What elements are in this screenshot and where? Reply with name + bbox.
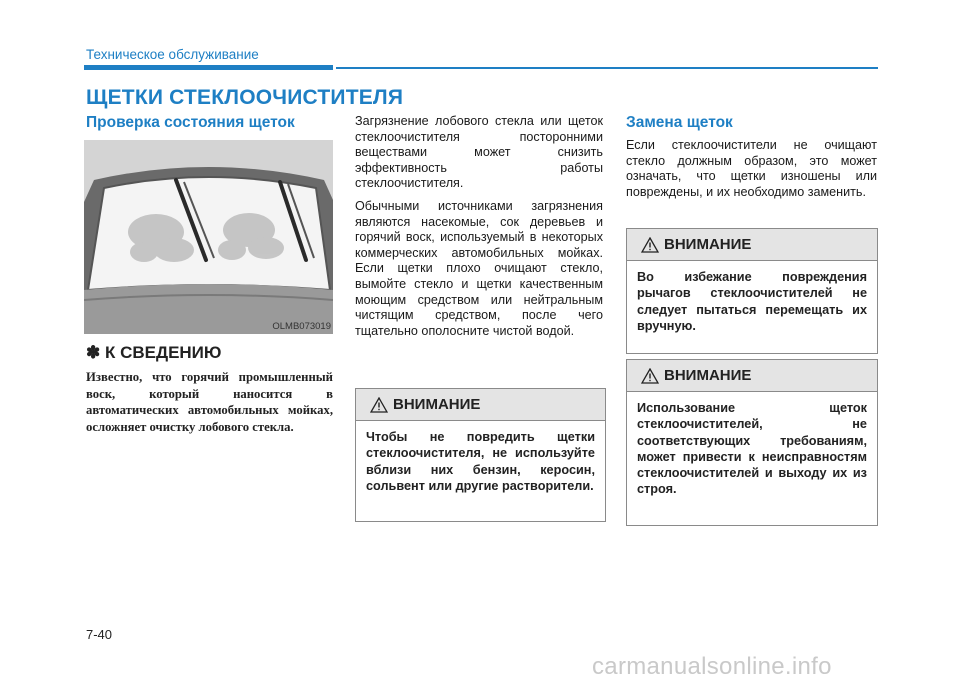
section-title: ЩЕТКИ СТЕКЛООЧИСТИТЕЛЯ bbox=[86, 86, 404, 109]
warning-box bbox=[626, 228, 878, 354]
header-rule bbox=[336, 67, 878, 69]
warning-triangle-icon bbox=[641, 368, 659, 384]
warning-box bbox=[355, 388, 606, 522]
warning-box bbox=[626, 359, 878, 526]
warning-header bbox=[627, 229, 877, 261]
warning-triangle-icon bbox=[641, 237, 659, 253]
note-title: ✽ К СВЕДЕНИЮ bbox=[86, 343, 222, 362]
note-text: Известно, что горячий промышленный воск, который наносится в автоматических автомобильных мойках, осложняет очистку лобового стекла. bbox=[86, 370, 333, 434]
header-bar bbox=[84, 65, 333, 70]
warning-label: ВНИМАНИЕ bbox=[393, 396, 481, 413]
figure-code: OLMB073019 bbox=[272, 321, 331, 332]
warning-header bbox=[356, 389, 605, 421]
warning-text: Во избежание повреждения рычагов стеклоочистителей не следует пытаться перемещать их вручную. bbox=[637, 270, 867, 333]
right-body bbox=[626, 138, 877, 207]
watermark: carmanualsonline.info bbox=[592, 653, 832, 680]
warning-text: Чтобы не повредить щетки стеклоочистителя, не используйте вблизи них бензин, керосин, сольвент или другие растворители. bbox=[366, 430, 595, 493]
middle-body bbox=[355, 114, 603, 346]
page-number: 7-40 bbox=[86, 627, 113, 642]
subhead-inspection: Проверка состояния щеток bbox=[86, 114, 295, 131]
warning-text: Использование щеток стеклоочистителей, не соответствующих требованиям, может привести к неисправностям стеклоочистителей и выходу их из строя. bbox=[637, 401, 867, 497]
warning-label: ВНИМАНИЕ bbox=[664, 236, 752, 253]
warning-triangle-icon bbox=[370, 397, 388, 413]
header-title: Техническое обслуживание bbox=[86, 47, 259, 62]
subhead-replacement: Замена щеток bbox=[626, 114, 733, 131]
windshield-figure bbox=[84, 140, 333, 334]
paragraph: Обычными источниками загрязнения являются насекомые, сок деревьев и горячий воск, используемый в некоторых коммерческих автомобильных мойках. Если щетки плохо очищают стекло, вымойте стекло и щетки качественным моющим средством или нейтральным чистящим средством, после чего тщательно ополосните чистой водой. bbox=[355, 198, 603, 338]
warning-label: ВНИМАНИЕ bbox=[664, 367, 752, 384]
warning-header bbox=[627, 360, 877, 392]
paragraph: Если стеклоочистители не очищают стекло должным образом, это может означать, что щетки изношены или повреждены, и их необходимо заменить. bbox=[626, 138, 877, 199]
windshield-illustration bbox=[84, 140, 333, 334]
paragraph: Загрязнение лобового стекла или щеток стеклоочистителя посторонними веществами может снизить эффективность работы стеклоочистителя. bbox=[355, 114, 603, 191]
